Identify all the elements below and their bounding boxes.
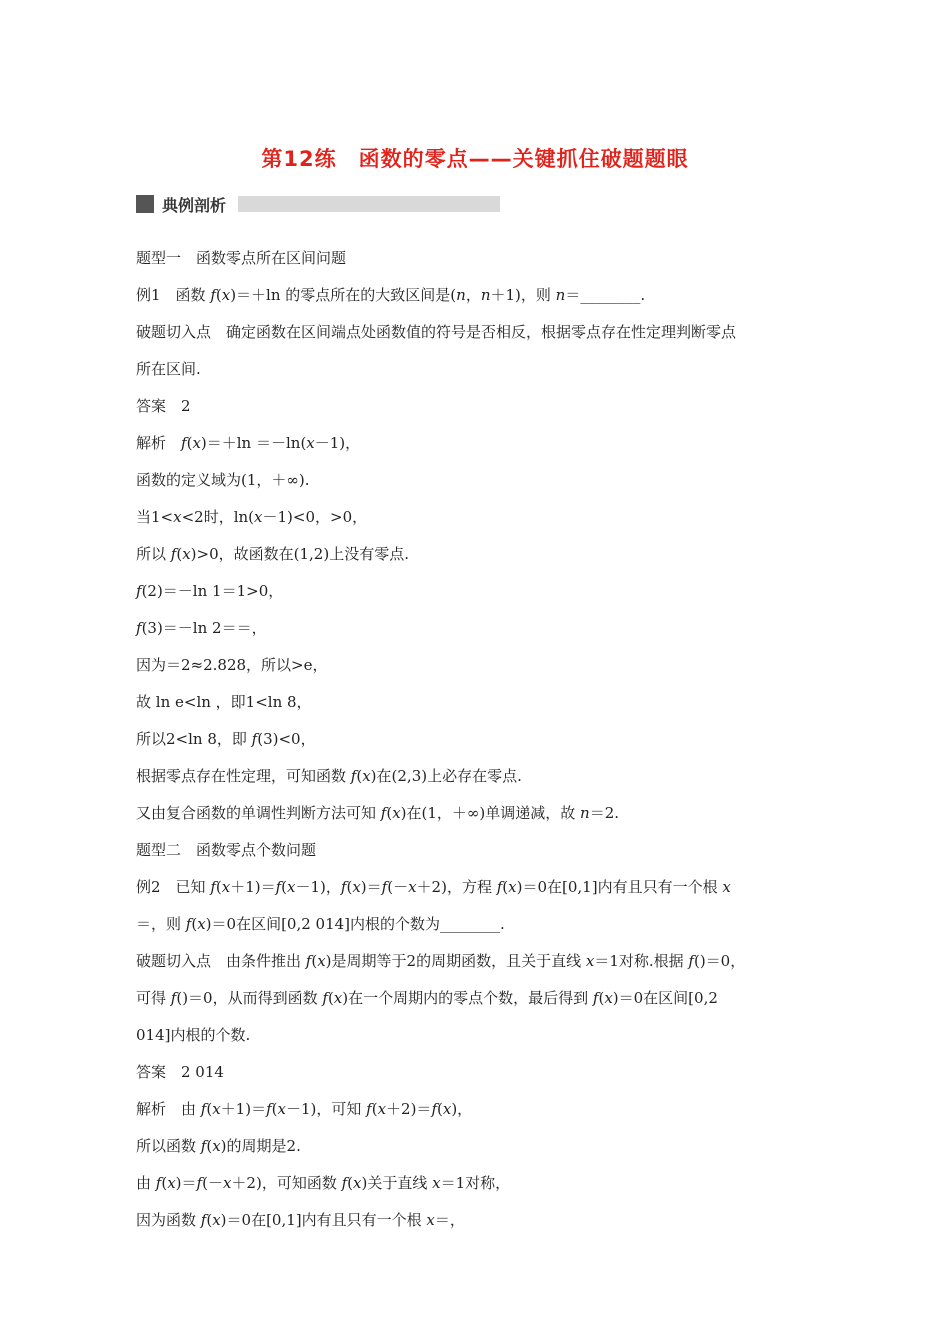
text-line (136, 647, 816, 684)
text-run: ( (356, 767, 363, 785)
text-run: 因为函数 (136, 1211, 201, 1229)
text-run: ( (598, 989, 605, 1007)
text-run: ( (271, 1100, 278, 1118)
text-run: (2)＝－ln 1＝1>0， (141, 582, 284, 600)
text-run: ( (327, 989, 334, 1007)
text-run: ( (186, 434, 193, 452)
text-run: ＋2)，方程 (416, 878, 497, 896)
text-line (136, 351, 816, 388)
math-variable: f (181, 434, 187, 452)
section-header (136, 193, 500, 215)
text-run: )在一个周期内的零点个数，最后得到 (342, 989, 593, 1007)
text-run: 由 (136, 1174, 156, 1192)
text-run: 答案 2 (136, 397, 191, 415)
text-run: 例1 函数 (136, 286, 211, 304)
text-line (136, 906, 816, 943)
text-run: ( (347, 1174, 354, 1192)
text-run: )＝0在区间[0,2 (612, 989, 718, 1007)
text-line (136, 832, 816, 869)
math-variable: f (200, 1137, 207, 1155)
text-line (136, 1017, 816, 1054)
text-run: ＋1)＝ (230, 878, 276, 896)
math-variable: f (185, 915, 192, 933)
math-variable: x (254, 508, 263, 526)
math-variable: f (496, 878, 503, 896)
math-variable: x (408, 878, 417, 896)
math-variable: x (222, 1174, 232, 1192)
math-variable: f (200, 1100, 207, 1118)
text-run: 所以2<ln 8，即 (136, 730, 252, 748)
text-line (136, 499, 816, 536)
math-variable: x (508, 878, 517, 896)
text-run: －1)<0，>0， (262, 508, 368, 526)
text-run: ( (502, 878, 509, 896)
text-run: )＝ (175, 1174, 197, 1192)
math-variable: f (381, 878, 388, 896)
math-variable: x (432, 1174, 441, 1192)
math-variable: x (333, 989, 343, 1007)
text-run: (3)＝－ln 2＝＝， (141, 619, 267, 637)
section-rule (238, 196, 500, 212)
math-variable: f (155, 1174, 162, 1192)
text-run: 当1< (136, 508, 174, 526)
text-run: 所以 (136, 545, 171, 563)
text-run: )＝0在[0,1]内有且只有一个根 (220, 1211, 427, 1229)
math-variable: f (688, 952, 694, 970)
text-run: －1)，可知 (285, 1100, 367, 1118)
math-variable: f (251, 730, 258, 748)
text-run: ( (206, 1137, 213, 1155)
math-variable: x (212, 1137, 221, 1155)
text-line (136, 1054, 816, 1091)
math-variable: n (580, 804, 590, 822)
math-variable: x (277, 1100, 286, 1118)
math-variable: f (170, 989, 177, 1007)
text-line (136, 980, 816, 1017)
math-variable: f (275, 878, 282, 896)
text-run: ＝1对称， (440, 1174, 511, 1192)
text-run: ( (161, 1174, 168, 1192)
text-run: 014]内根的个数. (136, 1026, 251, 1044)
text-run: ＝________. (565, 286, 646, 304)
text-line (136, 1202, 816, 1239)
text-line (136, 277, 816, 314)
math-variable: x (585, 952, 595, 970)
math-variable: n (480, 286, 491, 304)
text-run: －1)， (314, 434, 361, 452)
text-run: ＝1对称.根据 (594, 952, 689, 970)
text-run: 可得 (136, 989, 171, 1007)
text-run: )， (451, 1100, 473, 1118)
text-line (136, 684, 816, 721)
math-variable: x (362, 767, 371, 785)
text-line (136, 943, 816, 980)
text-line (136, 462, 816, 499)
text-run: ( (215, 878, 222, 896)
text-run: <2时，ln( (181, 508, 255, 526)
math-variable: x (173, 508, 182, 526)
document-body (136, 240, 816, 1239)
math-variable: x (167, 1174, 176, 1192)
text-run: ( (206, 1100, 213, 1118)
text-run: ( (371, 1100, 378, 1118)
text-run: 所在区间. (136, 360, 201, 378)
text-run: ＝， (434, 1211, 465, 1229)
text-run: ＋1)＝ (220, 1100, 267, 1118)
text-run: －1)， (295, 878, 341, 896)
text-line (136, 573, 816, 610)
math-variable: x (221, 878, 231, 896)
text-run: ( (215, 286, 222, 304)
math-variable: x (221, 286, 231, 304)
math-variable: x (604, 989, 613, 1007)
text-run: 因为＝2≈2.828，所以>e， (136, 656, 328, 674)
text-run: 题型一 函数零点所在区间问题 (136, 249, 347, 267)
math-variable: f (592, 989, 599, 1007)
math-variable: f (196, 1174, 203, 1192)
math-variable: x (306, 434, 315, 452)
text-run: ＋2)，可知函数 (231, 1174, 342, 1192)
text-run: )>0，故函数在(1,2)上没有零点. (190, 545, 409, 563)
text-run: )＝＋ln 的零点所在的大致区间是( (230, 286, 457, 304)
math-variable: x (442, 1100, 452, 1118)
math-variable: n (456, 286, 466, 304)
math-variable: x (722, 878, 731, 896)
text-run: 所以函数 (136, 1137, 201, 1155)
text-run: )的周期是2. (220, 1137, 301, 1155)
math-variable: f (305, 952, 312, 970)
text-run: )＝0在[0,1]内有且只有一个根 (516, 878, 723, 896)
text-run: ()＝0， (693, 952, 746, 970)
math-variable: x (182, 545, 191, 563)
text-run: )＝ (360, 878, 382, 896)
text-run: 故 ln e<ln ，即1<ln 8， (136, 693, 312, 711)
text-run: )在(2,3)上必存在零点. (370, 767, 522, 785)
text-run: ( (281, 878, 288, 896)
text-run: ()＝0，从而得到函数 (176, 989, 323, 1007)
math-variable: x (377, 1100, 387, 1118)
text-line (136, 425, 816, 462)
math-variable: f (350, 767, 357, 785)
math-variable: x (426, 1211, 435, 1229)
math-variable: f (431, 1100, 437, 1118)
text-line (136, 1165, 816, 1202)
text-line (136, 869, 816, 906)
text-run: 答案 2 014 (136, 1063, 224, 1081)
text-line (136, 1091, 816, 1128)
math-variable: n (555, 286, 566, 304)
math-variable: x (392, 804, 401, 822)
math-variable: f (380, 804, 387, 822)
math-variable: x (287, 878, 296, 896)
math-variable: f (170, 545, 177, 563)
text-run: 解析 由 (136, 1100, 201, 1118)
text-line (136, 314, 816, 351)
text-run: 破题切入点 由条件推出 (136, 952, 306, 970)
math-variable: x (197, 915, 206, 933)
math-variable: f (366, 1100, 372, 1118)
text-run: ＋1)，则 (490, 286, 556, 304)
math-variable: f (136, 582, 142, 600)
text-run: ＝2. (589, 804, 620, 822)
text-line (136, 536, 816, 573)
text-run: 例2 已知 (136, 878, 211, 896)
section-square-icon (136, 195, 154, 213)
text-run: 根据零点存在性定理，可知函数 (136, 767, 351, 785)
text-run: 函数的定义域为(1，＋∞). (136, 471, 310, 489)
math-variable: f (200, 1211, 207, 1229)
math-variable: f (322, 989, 328, 1007)
section-label: 典例剖析 (162, 195, 227, 215)
math-variable: f (210, 286, 216, 304)
math-variable: x (317, 952, 326, 970)
math-variable: x (212, 1211, 221, 1229)
text-run: ( (386, 804, 393, 822)
math-variable: f (340, 878, 347, 896)
text-run: ( (191, 915, 198, 933)
math-variable: f (341, 1174, 348, 1192)
text-run: ( (437, 1100, 443, 1118)
math-variable: x (212, 1100, 221, 1118)
text-run: ( (176, 545, 183, 563)
text-run: )关于直线 (361, 1174, 433, 1192)
text-run: (－ (387, 878, 409, 896)
text-run: (3)<0， (257, 730, 316, 748)
text-line (136, 240, 816, 277)
text-run: ＝，则 (136, 915, 186, 933)
text-run: 破题切入点 确定函数在区间端点处函数值的符号是否相反，根据零点存在性定理判断零点 (136, 323, 737, 341)
text-line (136, 721, 816, 758)
text-run: ( (206, 1211, 213, 1229)
text-run: )＝＋ln ＝－ln( (200, 434, 307, 452)
text-run: )是周期等于2的周期函数，且关于直线 (325, 952, 586, 970)
math-variable: f (210, 878, 216, 896)
text-line (136, 758, 816, 795)
math-variable: f (136, 619, 142, 637)
text-line (136, 795, 816, 832)
text-run: ( (311, 952, 318, 970)
text-line (136, 388, 816, 425)
math-variable: f (266, 1100, 272, 1118)
page-title: 第12练 函数的零点——关键抓住破题题眼 (261, 147, 689, 171)
text-line (136, 1128, 816, 1165)
math-variable: x (353, 1174, 362, 1192)
text-run: ， (465, 286, 481, 304)
text-run: 题型二 函数零点个数问题 (136, 841, 317, 859)
text-run: 解析 (136, 434, 182, 452)
text-run: )＝0在区间[0,2 014]内根的个数为________. (205, 915, 505, 933)
text-run: 又由复合函数的单调性判断方法可知 (136, 804, 381, 822)
math-variable: x (192, 434, 201, 452)
text-run: ( (346, 878, 353, 896)
text-line (136, 610, 816, 647)
text-run: )在(1，＋∞)单调递减，故 (400, 804, 581, 822)
math-variable: x (352, 878, 361, 896)
text-run: (－ (202, 1174, 223, 1192)
text-run: ＋2)＝ (386, 1100, 432, 1118)
